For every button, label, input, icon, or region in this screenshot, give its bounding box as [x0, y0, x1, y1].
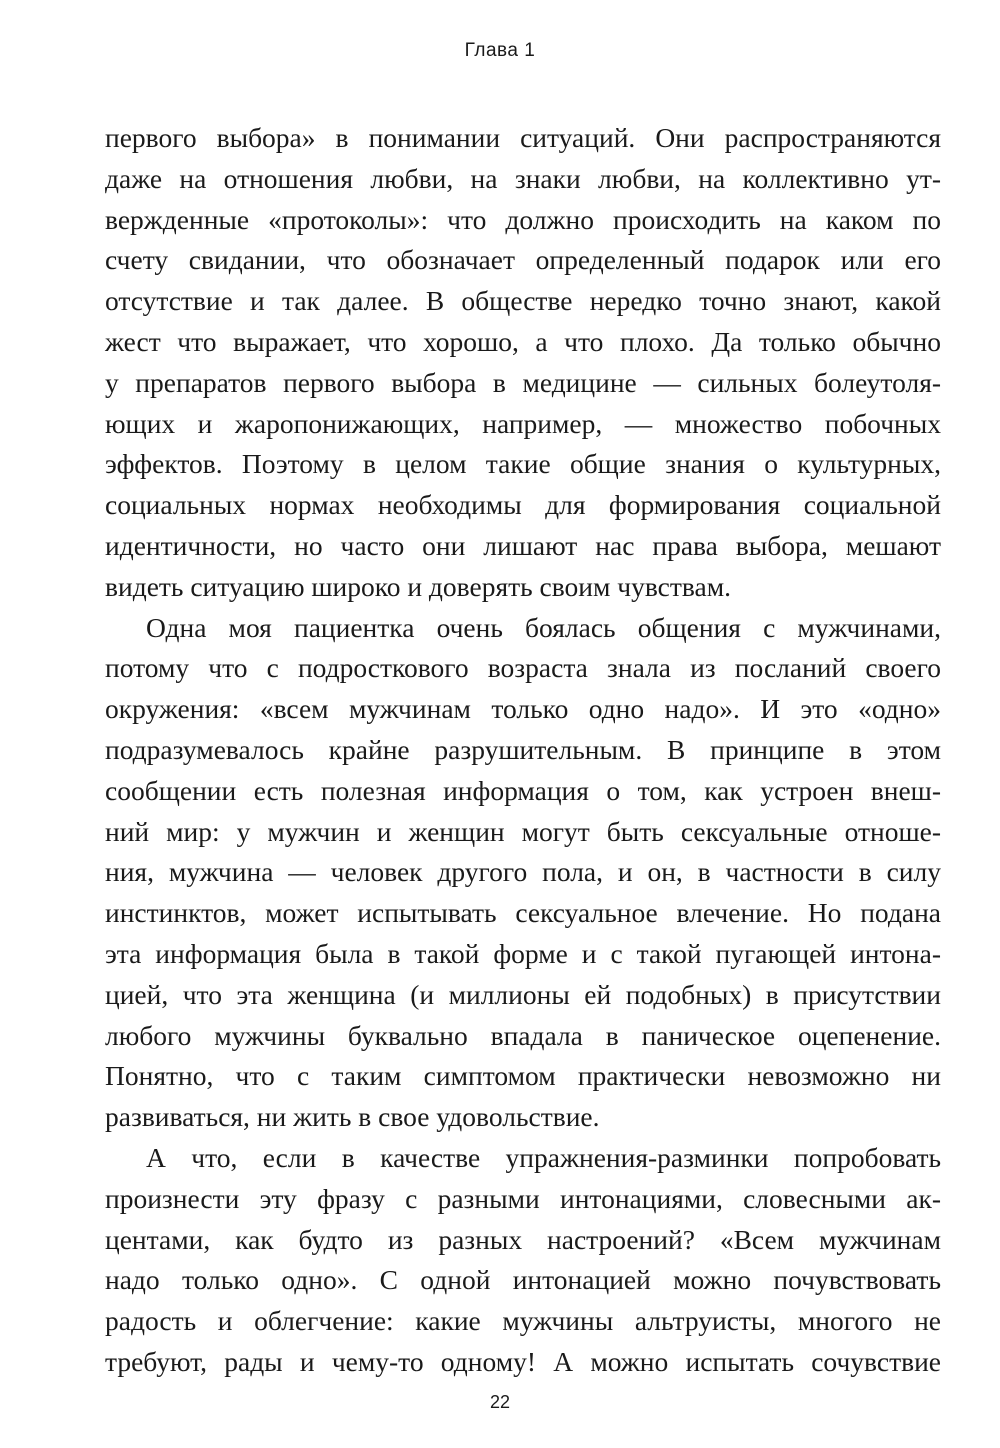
text-line: эффектов. Поэтому в целом такие общие знания о культурных, [105, 448, 941, 480]
text-line: цией, что эта женщина (и миллионы ей подобных) в присутствии [105, 978, 941, 1010]
text-line: А что, если в качестве упражнения-разминки попробовать [146, 1141, 941, 1173]
text-line: эта информация была в такой форме и с такой пугающей интона- [105, 937, 941, 969]
text-line: центами, как будто из разных настроений? «Всем мужчинам [105, 1223, 941, 1255]
text-line: любого мужчины буквально впадала в паническое оцепенение. [105, 1019, 941, 1051]
text-line: идентичности, но часто они лишают нас права выбора, мешают [105, 529, 941, 561]
text-line: сообщении есть полезная информация о том, как устроен внеш- [105, 774, 941, 806]
text-line: ющих и жаропонижающих, например, — множество побочных [105, 407, 941, 439]
text-line: отсутствие и так далее. В обществе нередко точно знают, какой [105, 285, 941, 317]
text-line: надо только одно». С одной интонацией можно почувствовать [105, 1264, 941, 1296]
text-line: видеть ситуацию широко и доверять своим чувствам. [105, 570, 732, 602]
page-number: 22 [489, 1392, 511, 1412]
text-line: потому что с подросткового возраста знала из посланий своего [105, 652, 941, 684]
paragraph-2 [105, 608, 941, 1138]
paragraph-1 [105, 118, 941, 608]
text-line: счету свидании, что обозначает определенный подарок или его [105, 244, 941, 276]
text-line: социальных нормах необходимы для формирования социальной [105, 489, 941, 521]
text-line: инстинктов, может испытывать сексуальное влечение. Но подана [105, 897, 941, 929]
text-line: развиваться, ни жить в свое удовольствие. [105, 1101, 600, 1133]
text-line: ния, мужчина — человек другого пола, и он, в частности в силу [105, 856, 941, 888]
text-line: подразумевалось крайне разрушительным. В принципе в этом [105, 733, 941, 765]
paragraph-3 [105, 1138, 941, 1383]
text-line: требуют, рады и чему-то одному! А можно испытать сочувствие [105, 1345, 941, 1377]
text-line: произнести эту фразу с разными интонациями, словесными ак- [105, 1182, 941, 1214]
text-line: первого выбора» в понимании ситуаций. Они распространяются [105, 122, 941, 153]
body-text [105, 118, 941, 1383]
text-line: окружения: «всем мужчинам только одно надо». И это «одно» [105, 693, 941, 725]
text-line: Понятно, что с таким симптомом практически невозможно ни [105, 1060, 941, 1092]
text-line: жест что выражает, что хорошо, а что плохо. Да только обычно [105, 325, 941, 357]
text-line: Одна моя пациентка очень боялась общения с мужчинами, [146, 611, 941, 643]
text-line: ний мир: у мужчин и женщин могут быть сексуальные отноше- [105, 815, 941, 847]
text-line: радость и облегчение: какие мужчины альтруисты, многого не [105, 1305, 941, 1337]
text-line: вержденные «протоколы»: что должно происходить на каком по [105, 203, 941, 235]
text-line: даже на отношения любви, на знаки любви, на коллективно ут- [105, 162, 941, 194]
text-line: у препаратов первого выбора в медицине — сильных болеутоля- [105, 366, 941, 398]
running-head: Глава 1 [464, 40, 536, 61]
